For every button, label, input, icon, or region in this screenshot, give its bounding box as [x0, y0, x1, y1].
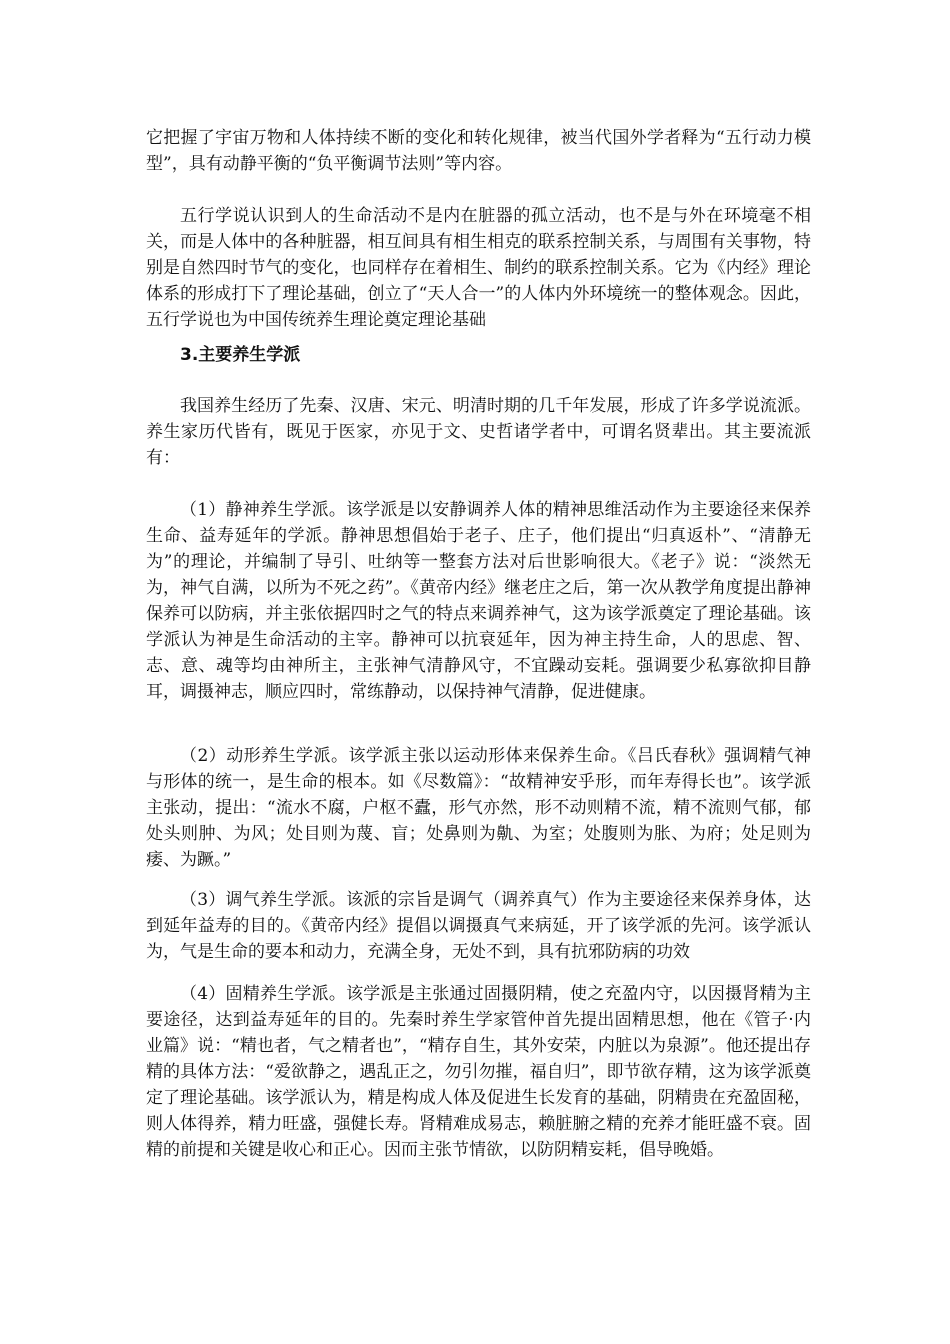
section-heading: 3.主要养生学派: [180, 345, 301, 365]
paragraph-tiaoqi-school: （3）调气养生学派。该派的宗旨是调气（调养真气）作为主要途径来保养身体，达到延年益寿的目的。《黄帝内经》提倡以调摄真气来病延，开了该学派的先河。该学派认为，气是生命的要本和动力，充满全身，无处不到，具有抗邪防病的功效: [146, 890, 811, 962]
paragraph-schools-intro: 我国养生经历了先秦、汉唐、宋元、明清时期的几千年发展，形成了许多学说流派。养生家历代皆有，既见于医家，亦见于文、史哲诸学者中，可谓名贤辈出。其主要流派有：: [146, 396, 811, 468]
paragraph-jingshen-school: （1）静神养生学派。该学派是以安静调养人体的精神思维活动作为主要途径来保养生命、益寿延年的学派。静神思想倡始于老子、庄子，他们提出“归真返朴”、“清静无为”的理论，并编制了导引、吐纳等一整套方法对后世影响很大。《老子》说：“淡然无为，神气自满，以所为不死之药”。《黄帝内经》继老庄之后，第一次从教学角度提出静神保养可以防病，并主张依据四时之气的特点来调养神气，这为该学派奠定了理论基础。该学派认为神是生命活动的主宰。静神可以抗衰延年，因为神主持生命，人的思虑、智、志、意、魂等均由神所主，主张神气清静风守，不宜躁动妄耗。强调要少私寡欲抑目静耳，调摄神志，顺应四时，常练静动，以保持神气清静，促进健康。: [146, 500, 811, 702]
paragraph-gujing-school: （4）固精养生学派。该学派是主张通过固摄阴精，使之充盈内守，以因摄肾精为主要途径，达到益寿延年的目的。先秦时养生学家管仲首先提出固精思想，他在《管子·内业篇》说：“精也者，气之精者也”，“精存自生，其外安荣，内脏以为泉源”。他还提出存精的具体方法：“爱欲静之，遇乱正之，勿引勿摧，福自归”，即节欲存精，这为该学派奠定了理论基础。该学派认为，精是构成人体及促进生长发育的基础，阴精贵在充盈固秘，则人体得养，精力旺盛，强健长寿。肾精难成易志，赖脏腑之精的充养才能旺盛不衰。固精的前提和关键是收心和正心。因而主张节情欲，以防阴精妄耗，倡导晚婚。: [146, 984, 811, 1160]
paragraph-dongxing-school: （2）动形养生学派。该学派主张以运动形体来保养生命。《吕氏春秋》强调精气神与形体的统一，是生命的根本。如《尽数篇》：“故精神安乎形，而年寿得长也”。该学派主张动，提出：“流水不腐，户枢不蠹，形气亦然，形不动则精不流，精不流则气郁，郁处头则肿、为风；处目则为蔑、盲；处鼻则为鼽、为室；处腹则为胀、为府；处足则为痿、为蹶。”: [146, 746, 811, 870]
paragraph-five-elements-model: 它把握了宇宙万物和人体持续不断的变化和转化规律，被当代国外学者释为“五行动力模型”，具有动静平衡的“负平衡调节法则”等内容。: [146, 128, 811, 174]
paragraph-five-elements-theory: 五行学说认识到人的生命活动不是内在脏器的孤立活动，也不是与外在环境毫不相关，而是人体中的各种脏器，相互间具有相生相克的联系控制关系，与周围有关事物，特别是自然四时节气的变化，也同样存在着相生、制约的联系控制关系。它为《内经》理论体系的形成打下了理论基础，创立了“天人合一”的人体内外环境统一的整体观念。因此，五行学说也为中国传统养生理论奠定理论基础: [146, 206, 811, 330]
